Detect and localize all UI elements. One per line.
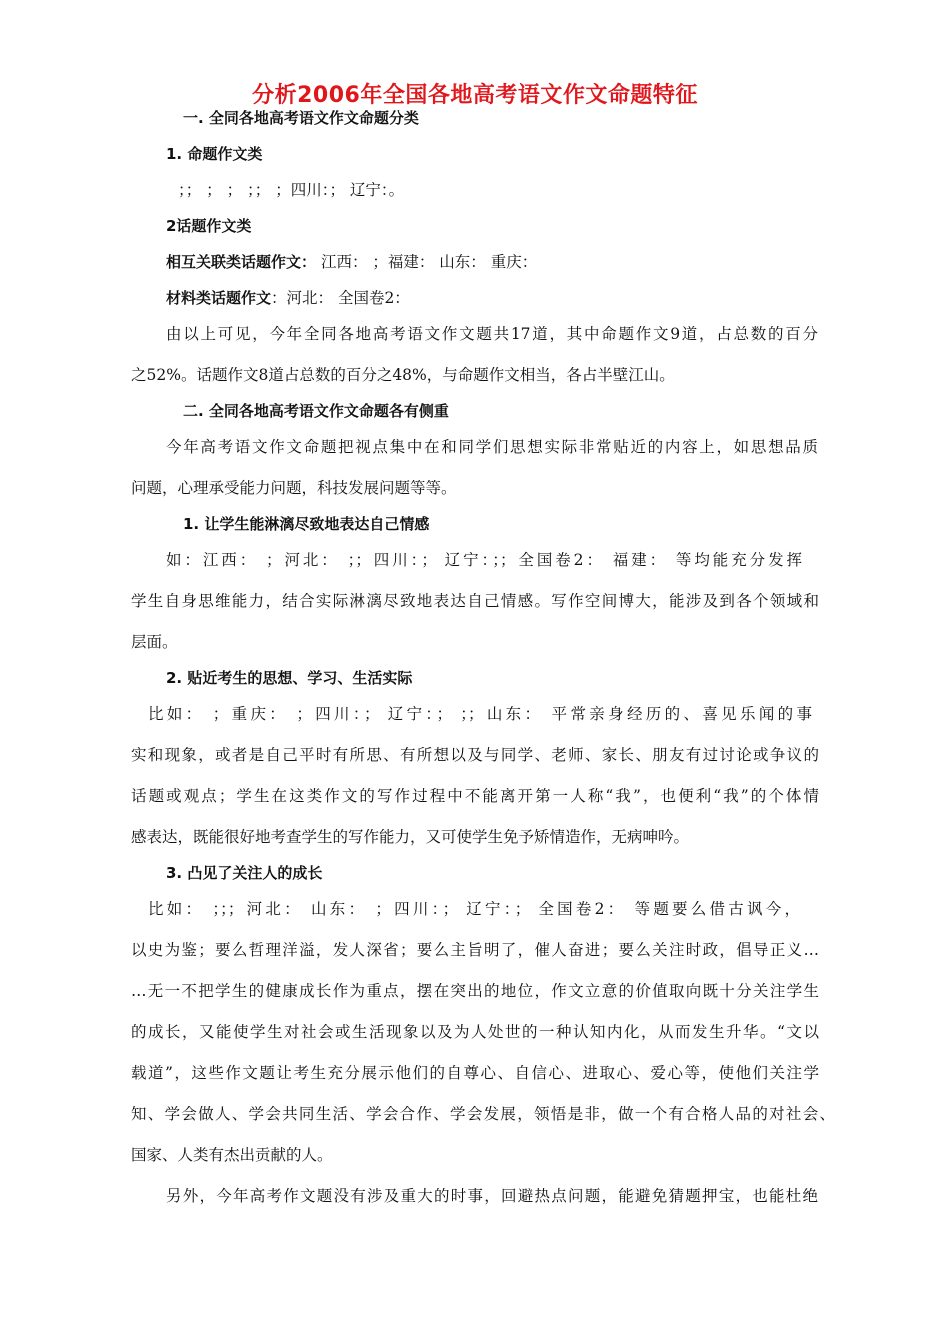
subsection-1-list: ；； ； ； ；； ；四川：； 辽宁：。 xyxy=(178,181,405,199)
paragraph-line: 的成长，又能使学生对社会或生活现象以及为人处世的一种认知内化，从而发生升华。“文以 xyxy=(131,1023,819,1041)
paragraph-line: 载道”，这些作文题让考生充分展示他们的自尊心、自信心、进取心、爱心等，使他们关注学 xyxy=(131,1064,819,1082)
paragraph-line: 如：江西： ；河北： ；；四川：； 辽宁：；；全国卷2： 福建： 等均能充分发挥 xyxy=(166,551,802,569)
subsection-heading: 2. 贴近考生的思想、学习、生活实际 xyxy=(166,669,413,687)
paragraph-line: 学生自身思维能力，结合实际淋漓尽致地表达自己情感。写作空间博大，能涉及到各个领域和 xyxy=(131,592,819,610)
paragraph-line: 知、学会做人、学会共同生活、学会合作、学会发展，领悟是非，做一个有合格人品的对社会、 xyxy=(131,1105,835,1123)
section-1-heading: 一. 全同各地高考语文作文命题分类 xyxy=(183,109,419,127)
paragraph-line: 另外，今年高考作文题没有涉及重大的时事，回避热点问题，能避免猜题押宝，也能杜绝 xyxy=(166,1187,818,1205)
material-topic-line xyxy=(166,288,410,308)
related-topic-line xyxy=(166,252,537,272)
subsection-2-heading: 2话题作文类 xyxy=(166,217,252,235)
paragraph-line: 今年高考语文作文命题把视点集中在和同学们思想实际非常贴近的内容上，如思想品质 xyxy=(166,438,818,456)
paragraph-line: 比如： ；；；河北： 山东： ；四川：； 辽宁：； 全国卷2： 等题要么借古讽今， xyxy=(148,900,800,918)
paragraph-line: 以史为鉴；要么哲理洋溢，发人深省；要么主旨明了，催人奋进；要么关注时政，倡导正义… xyxy=(131,941,819,959)
related-topic-text: 江西： ；福建： 山东： 重庆： xyxy=(316,253,538,271)
paragraph-line: 比如： ；重庆： ；四川：； 辽宁：； ；；山东： 平常亲身经历的、喜见乐闻的事 xyxy=(148,705,812,723)
paragraph-line: 感表达，既能很好地考查学生的写作能力，又可使学生免予矫情造作，无病呻吟。 xyxy=(131,828,690,846)
paragraph-line: 由以上可见，今年全同各地高考语文作文题共17道，其中命题作文9道，占总数的百分 xyxy=(166,325,818,343)
paragraph-line: …无一不把学生的健康成长作为重点，摆在突出的地位，作文立意的价值取向既十分关注学生 xyxy=(131,982,819,1000)
material-topic-text: ：河北： 全国卷2： xyxy=(271,289,410,307)
paragraph-line: 层面。 xyxy=(131,633,178,651)
paragraph-line: 国家、人类有杰出贡献的人。 xyxy=(131,1146,333,1164)
related-topic-label: 相互关联类话题作文： xyxy=(166,253,317,271)
subsection-1-heading: 1. 命题作文类 xyxy=(166,145,263,163)
paragraph-line: 话题或观点；学生在这类作文的写作过程中不能离开第一人称“我”，也便利“我”的个体情 xyxy=(131,787,819,805)
paragraph-line: 实和现象，或者是自己平时有所思、有所想以及与同学、老师、家长、朋友有过讨论或争议的 xyxy=(131,746,819,764)
document-title: 分析2006年全国各地高考语文作文命题特征 xyxy=(252,83,698,108)
paragraph-line: 问题，心理承受能力问题，科技发展问题等等。 xyxy=(131,479,457,497)
material-topic-label: 材料类话题作文 xyxy=(166,289,272,307)
subsection-heading: 1. 让学生能淋漓尽致地表达自己情感 xyxy=(183,515,430,533)
section-2-heading: 二. 全同各地高考语文作文命题各有侧重 xyxy=(183,402,449,420)
paragraph-line: 之52%。话题作文8道占总数的百分之48%，与命题作文相当，各占半壁江山。 xyxy=(131,366,675,384)
subsection-heading: 3. 凸见了关注人的成长 xyxy=(166,864,323,882)
